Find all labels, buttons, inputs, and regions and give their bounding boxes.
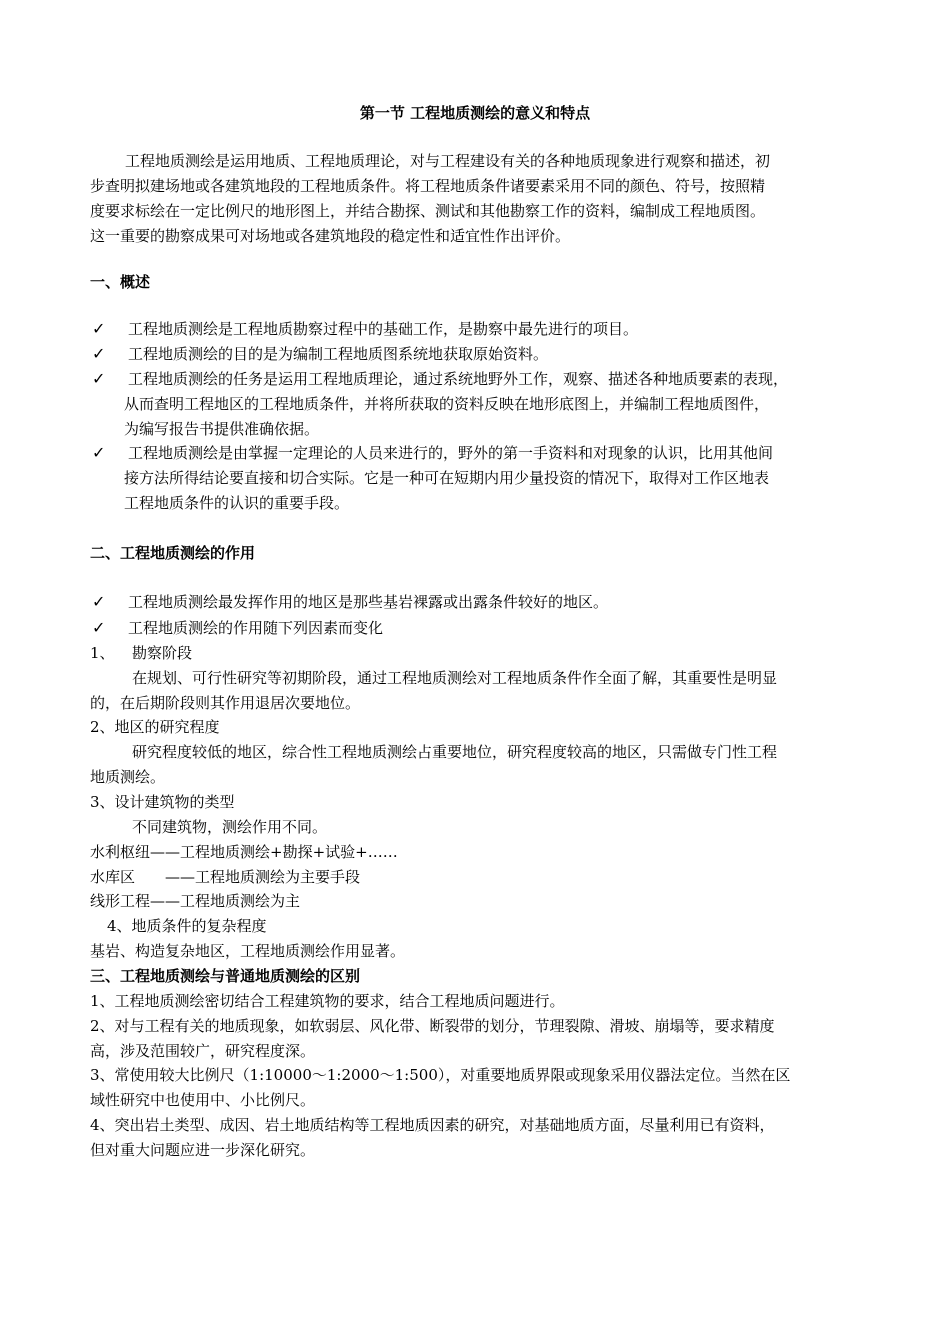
check-icon: ✓ xyxy=(92,592,106,611)
factor-title: 2、地区的研究程度 xyxy=(90,718,220,736)
section-heading-2: 二、工程地质测绘的作用 xyxy=(90,544,256,562)
list-item: 工程地质测绘是由掌握一定理论的人员来进行的，野外的第一手资料和对现象的认识，比用其他间 xyxy=(128,444,774,462)
list-item-cont: 工程地质条件的认识的重要手段。 xyxy=(124,494,350,512)
check-icon: ✓ xyxy=(92,319,106,338)
list-item: 工程地质测绘的任务是运用工程地质理论，通过系统地野外工作，观察、描述各种地质要素的表现， xyxy=(128,370,789,388)
building-type-line: 水库区 ——工程地质测绘为主要手段 xyxy=(90,868,361,886)
check-icon: ✓ xyxy=(92,618,106,637)
section-heading-3: 三、工程地质测绘与普通地质测绘的区别 xyxy=(90,967,361,985)
building-type-line: 水利枢纽——工程地质测绘+勘探+试验+…… xyxy=(90,843,398,861)
diff-line: 2、对与工程有关的地质现象，如软弱层、风化带、断裂带的划分，节理裂隙、滑坡、崩塌等，要求精度 xyxy=(90,1017,775,1035)
list-item: 工程地质测绘的作用随下列因素而变化 xyxy=(128,619,384,637)
intro-line: 度要求标绘在一定比例尺的地形图上，并结合勘探、测试和其他勘察工作的资料，编制成工程地质图。 xyxy=(90,202,766,220)
diff-line: 3、常使用较大比例尺（1:10000～1:2000～1:500），对重要地质界限或现象采用仪器法定位。当然在区 xyxy=(90,1066,791,1084)
list-item: 工程地质测绘最发挥作用的地区是那些基岩裸露或出露条件较好的地区。 xyxy=(128,593,609,611)
factor-text: 不同建筑物，测绘作用不同。 xyxy=(132,818,328,836)
diff-line: 但对重大问题应进一步深化研究。 xyxy=(90,1141,316,1159)
intro-line: 步查明拟建场地或各建筑地段的工程地质条件。将工程地质条件诸要素采用不同的颜色、符号，按照精 xyxy=(90,177,766,195)
section-heading-1: 一、概述 xyxy=(90,273,151,291)
building-type-line: 线形工程——工程地质测绘为主 xyxy=(90,892,301,910)
intro-line: 工程地质测绘是运用地质、工程地质理论，对与工程建设有关的各种地质现象进行观察和描述，初 xyxy=(125,152,771,170)
factor-title: 3、设计建筑物的类型 xyxy=(90,793,235,811)
list-item: 工程地质测绘是工程地质勘察过程中的基础工作，是勘察中最先进行的项目。 xyxy=(128,320,639,338)
diff-line: 4、突出岩土类型、成因、岩土地质结构等工程地质因素的研究，对基础地质方面，尽量利用已有资料， xyxy=(90,1116,775,1134)
factor-text: 的，在后期阶段则其作用退居次要地位。 xyxy=(90,694,361,712)
check-icon: ✓ xyxy=(92,344,106,363)
intro-line: 这一重要的勘察成果可对场地或各建筑地段的稳定性和适宜性作出评价。 xyxy=(90,227,571,245)
diff-line: 高，涉及范围较广，研究程度深。 xyxy=(90,1042,316,1060)
list-item: 工程地质测绘的目的是为编制工程地质图系统地获取原始资料。 xyxy=(128,345,549,363)
list-item-cont: 从而查明工程地区的工程地质条件，并将所获取的资料反映在地形底图上，并编制工程地质图件， xyxy=(124,395,770,413)
check-icon: ✓ xyxy=(92,443,106,462)
factor-title: 勘察阶段 xyxy=(132,644,193,662)
diff-line: 1、工程地质测绘密切结合工程建筑物的要求，结合工程地质问题进行。 xyxy=(90,992,565,1010)
factor-title: 4、地质条件的复杂程度 xyxy=(107,917,267,935)
factor-text: 地质测绘。 xyxy=(90,768,166,786)
page-title: 第一节 工程地质测绘的意义和特点 xyxy=(359,104,591,122)
factor-number: 1、 xyxy=(90,644,115,662)
factor-text: 研究程度较低的地区，综合性工程地质测绘占重要地位，研究程度较高的地区，只需做专门性工程 xyxy=(132,743,778,761)
check-icon: ✓ xyxy=(92,369,106,388)
factor-text: 基岩、构造复杂地区，工程地质测绘作用显著。 xyxy=(90,942,406,960)
list-item-cont: 为编写报告书提供准确依据。 xyxy=(124,420,320,438)
factor-text: 在规划、可行性研究等初期阶段，通过工程地质测绘对工程地质条件作全面了解，其重要性是明显 xyxy=(132,669,778,687)
list-item-cont: 接方法所得结论要直接和切合实际。它是一种可在短期内用少量投资的情况下，取得对工作区地表 xyxy=(124,469,770,487)
diff-line: 域性研究中也使用中、小比例尺。 xyxy=(90,1091,316,1109)
